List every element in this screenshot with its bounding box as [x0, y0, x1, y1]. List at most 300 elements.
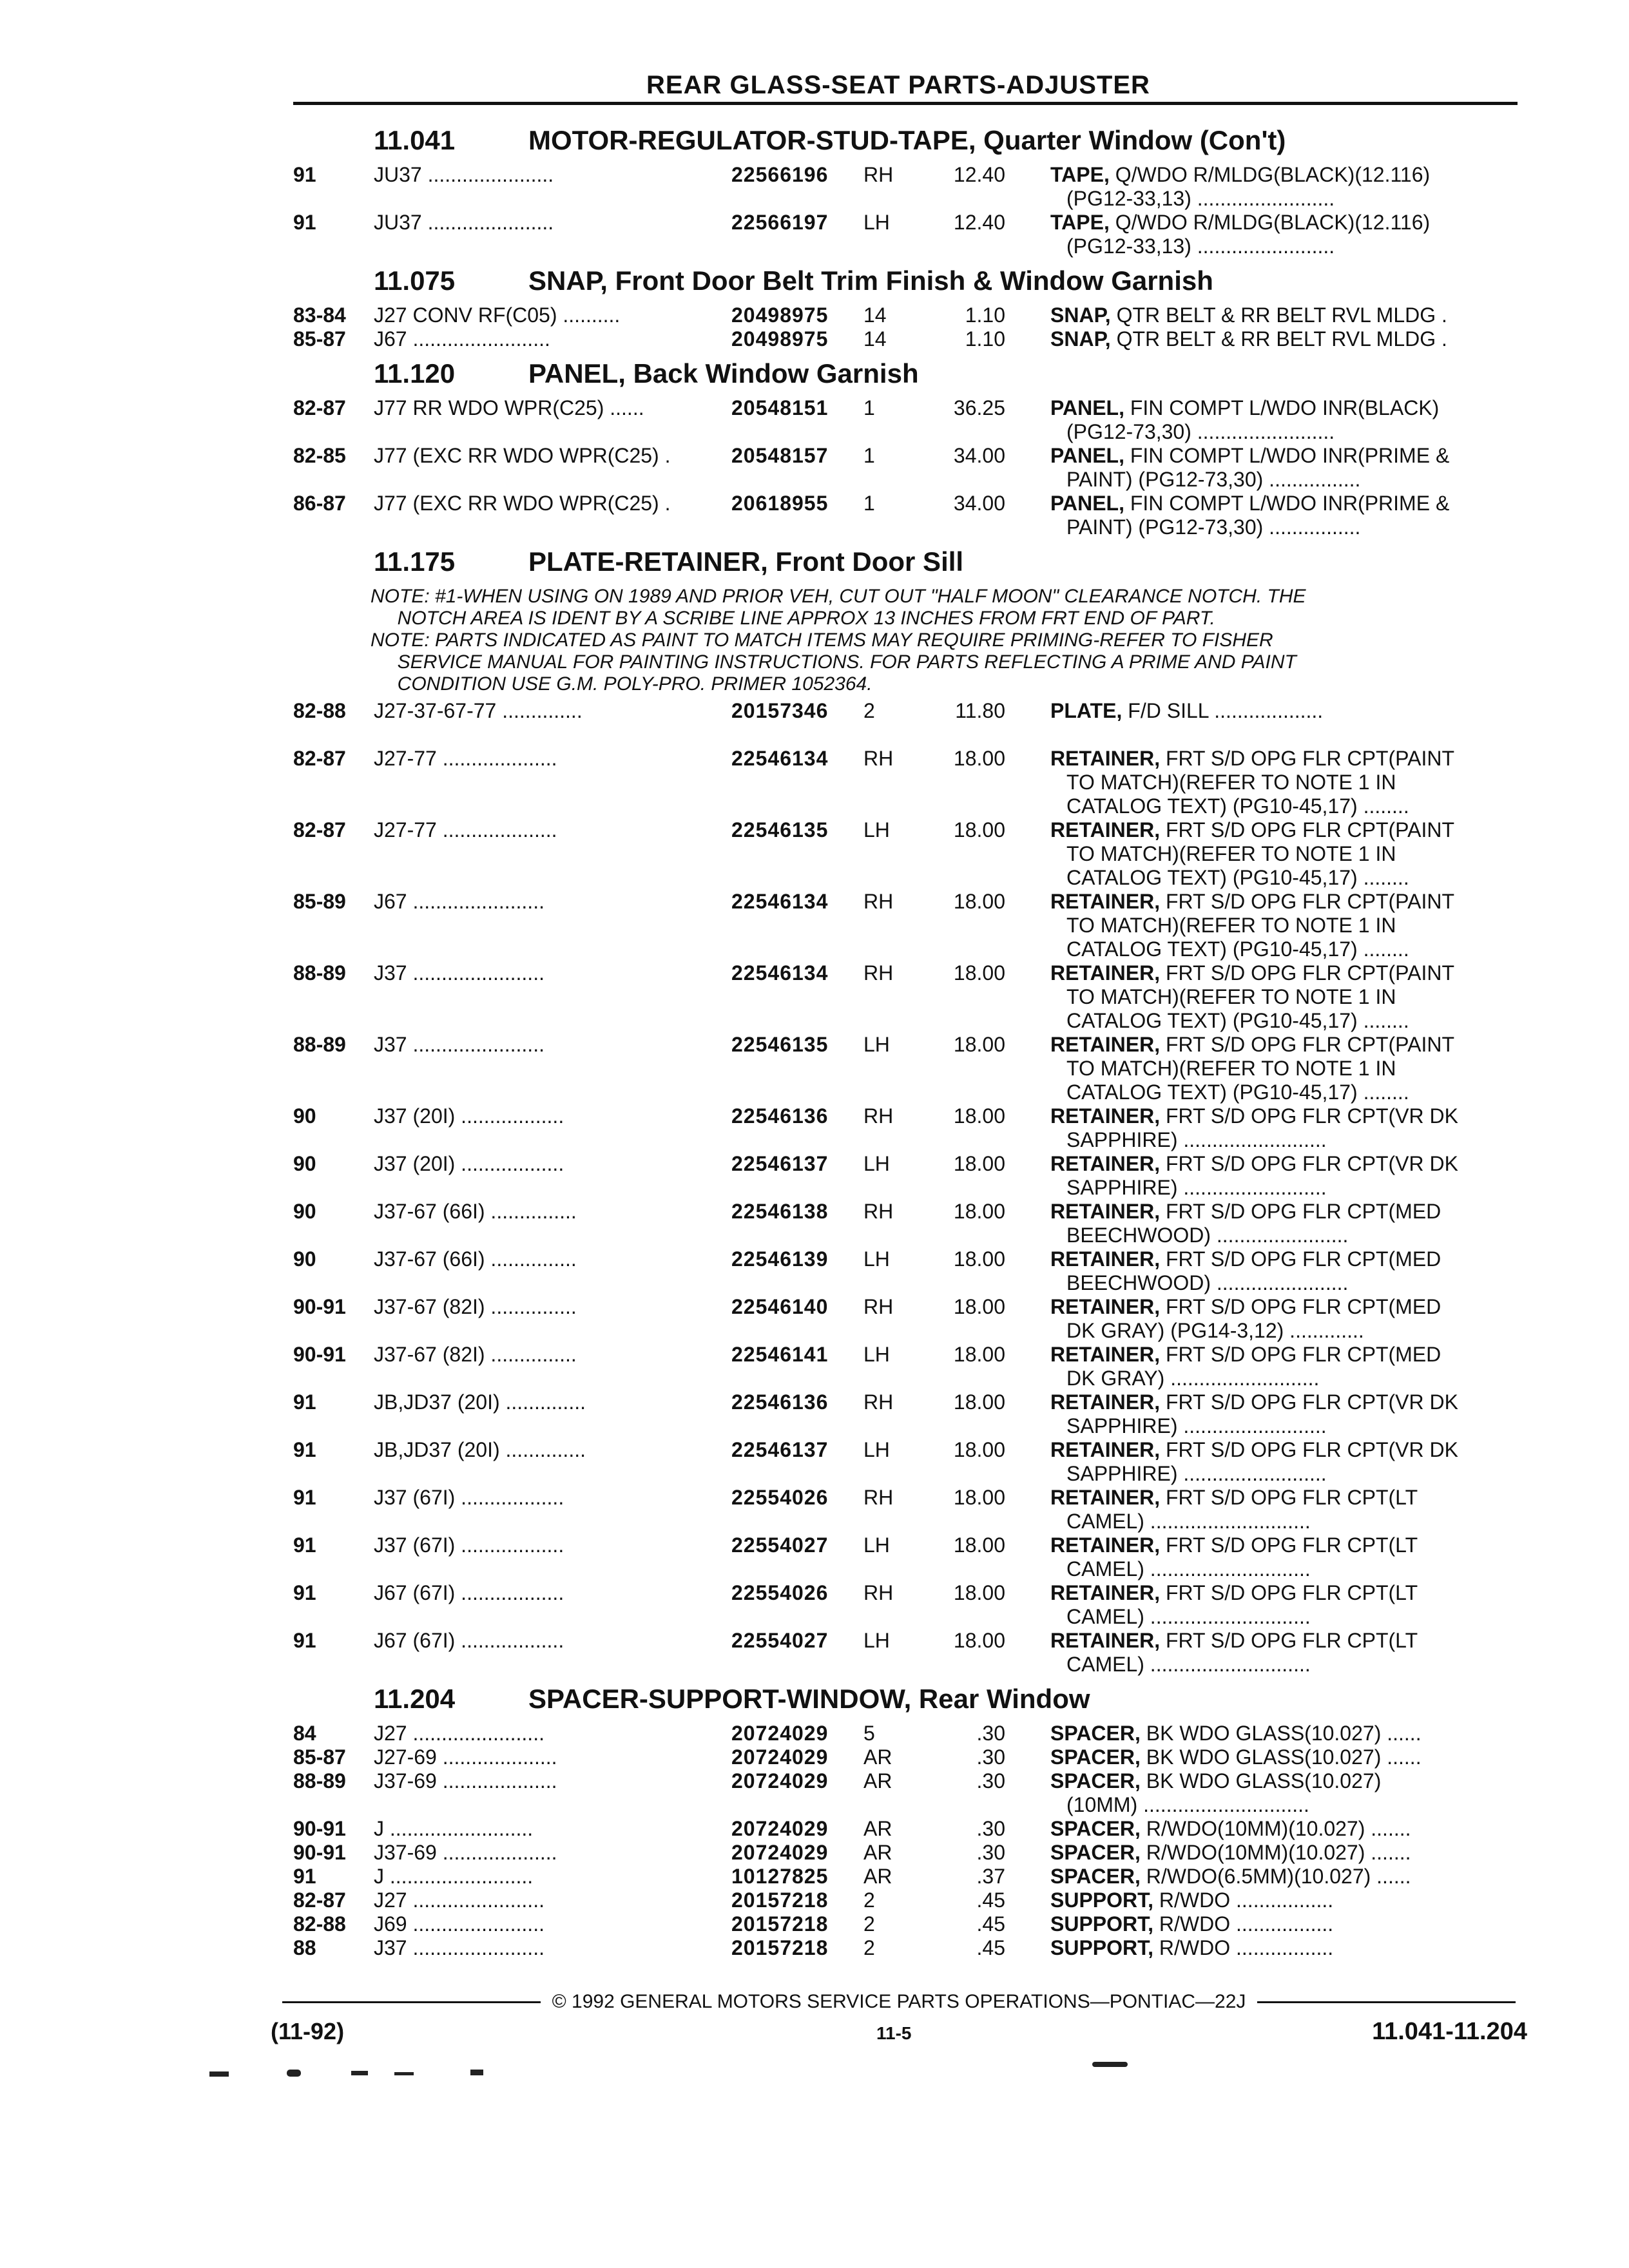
price: .30 — [976, 1817, 1005, 1840]
part-number: 20157218 — [731, 1936, 829, 1959]
description-line — [1050, 1841, 1518, 1865]
price: 18.00 — [953, 1438, 1005, 1461]
description-line — [1050, 211, 1518, 235]
scan-artifact — [1092, 2062, 1128, 2067]
part-row — [293, 1533, 1518, 1581]
model-year: 88-89 — [293, 1033, 346, 1056]
part-row — [293, 747, 1518, 818]
quantity: LH — [863, 211, 890, 234]
part-row — [293, 1841, 1518, 1865]
model-code: J77 RR WDO WPR(C25) ...... — [374, 396, 644, 419]
quantity: 2 — [863, 1912, 875, 1936]
model-code: J37 (20I) .................. — [374, 1152, 564, 1175]
part-description — [1050, 1152, 1518, 1200]
description-text: FRT S/D OPG FLR CPT(VR DK — [1160, 1104, 1458, 1128]
description-text: FRT S/D OPG FLR CPT(PAINT — [1160, 747, 1455, 770]
description-continuation: BEECHWOOD) ....................... — [1066, 1271, 1349, 1294]
model-year: 91 — [293, 163, 316, 186]
description-continuation: TO MATCH)(REFER TO NOTE 1 IN — [1066, 914, 1396, 937]
description-continuation: SAPPHIRE) ......................... — [1066, 1462, 1327, 1485]
description-line — [1050, 1200, 1518, 1224]
part-description — [1050, 1841, 1518, 1865]
description-continuation: (PG12-33,13) ........................ — [1066, 235, 1335, 258]
model-code: J67 (67I) .................. — [374, 1629, 564, 1652]
description-continuation: CAMEL) ............................ — [1066, 1605, 1311, 1628]
part-number: 20724029 — [731, 1722, 829, 1745]
part-row — [293, 163, 1518, 211]
model-code: J67 (67I) .................. — [374, 1581, 564, 1604]
description-line — [1050, 890, 1518, 914]
model-year: 88 — [293, 1936, 316, 1959]
page-title: REAR GLASS-SEAT PARTS-ADJUSTER — [646, 71, 1150, 99]
price: .30 — [976, 1745, 1005, 1769]
page-footer — [271, 1991, 1527, 2049]
description-text: R/WDO(6.5MM)(10.027) ...... — [1140, 1865, 1411, 1888]
part-row — [293, 1745, 1518, 1769]
part-description — [1050, 163, 1518, 211]
quantity: 1 — [863, 444, 875, 467]
section-number: 11.041 — [374, 125, 456, 155]
part-row — [293, 818, 1518, 890]
description-text: R/WDO ................. — [1153, 1912, 1334, 1936]
part-description — [1050, 1438, 1518, 1486]
description-line — [1050, 699, 1518, 723]
description-text: R/WDO(10MM)(10.027) ....... — [1140, 1841, 1411, 1864]
part-number: 22546135 — [731, 1033, 829, 1056]
model-year: 84 — [293, 1722, 316, 1745]
model-year: 91 — [293, 1438, 316, 1461]
description-text: FIN COMPT L/WDO INR(PRIME & — [1124, 444, 1450, 467]
model-year: 82-87 — [293, 747, 346, 770]
price: 18.00 — [953, 1533, 1005, 1557]
part-name: PANEL, — [1050, 492, 1124, 515]
quantity: RH — [863, 1581, 894, 1604]
description-continuation: SAPPHIRE) ......................... — [1066, 1414, 1327, 1437]
part-description — [1050, 1247, 1518, 1295]
part-row — [293, 890, 1518, 961]
description-text: R/WDO(10MM)(10.027) ....... — [1140, 1817, 1411, 1840]
part-description — [1050, 1343, 1518, 1390]
footer-page-number: 11-5 — [876, 2023, 912, 2043]
price: 18.00 — [953, 961, 1005, 985]
part-row — [293, 1865, 1518, 1888]
model-year: 91 — [293, 1581, 316, 1604]
price: .30 — [976, 1841, 1005, 1864]
part-row — [293, 1888, 1518, 1912]
footer-revision-date: (11-92) — [271, 2018, 345, 2044]
model-code: JB,JD37 (20I) .............. — [374, 1438, 586, 1461]
price: .30 — [976, 1722, 1005, 1745]
price: 11.80 — [955, 699, 1005, 722]
part-row — [293, 1912, 1518, 1936]
scan-artifact — [351, 2071, 368, 2075]
price: .45 — [976, 1912, 1005, 1936]
part-number: 20724029 — [731, 1769, 829, 1792]
part-description — [1050, 961, 1518, 1033]
price: 18.00 — [953, 1486, 1005, 1509]
model-year: 90-91 — [293, 1817, 346, 1840]
price: 18.00 — [953, 1200, 1005, 1223]
part-name: SPACER, — [1050, 1722, 1141, 1745]
part-number: 22546141 — [731, 1343, 829, 1366]
description-continuation: PAINT) (PG12-73,30) ................ — [1066, 468, 1361, 491]
description-continuation: (10MM) ............................. — [1066, 1793, 1309, 1816]
model-code: J67 ....................... — [374, 890, 545, 913]
part-description — [1050, 444, 1518, 492]
catalog-section — [293, 351, 1518, 539]
model-code: J37 ....................... — [374, 1936, 545, 1959]
quantity: RH — [863, 1486, 894, 1509]
quantity: 2 — [863, 699, 875, 722]
model-code: J37-67 (82I) ............... — [374, 1343, 577, 1366]
price: 18.00 — [953, 1152, 1005, 1175]
part-number: 22566197 — [731, 211, 829, 234]
part-name: SPACER, — [1050, 1769, 1141, 1792]
model-year: 82-87 — [293, 1888, 346, 1912]
description-continuation: (PG12-33,13) ........................ — [1066, 187, 1335, 210]
quantity: LH — [863, 1533, 890, 1557]
section-number: 11.120 — [374, 358, 456, 389]
model-year: 90 — [293, 1247, 316, 1271]
part-row — [293, 1343, 1518, 1390]
footer-copyright: © 1992 GENERAL MOTORS SERVICE PARTS OPERATIONS—PONTIAC—22J — [552, 1991, 1246, 2012]
note-line: SERVICE MANUAL FOR PAINTING INSTRUCTIONS. FOR PARTS REFLECTING A PRIME AND PAINT — [371, 651, 1296, 673]
description-line — [1050, 1745, 1518, 1769]
part-name: RETAINER, — [1050, 1033, 1161, 1056]
description-line — [1050, 747, 1518, 771]
part-name: RETAINER, — [1050, 1486, 1161, 1509]
quantity: LH — [863, 1629, 890, 1652]
part-name: PLATE, — [1050, 699, 1123, 722]
part-number: 20498975 — [731, 303, 829, 327]
part-name: SPACER, — [1050, 1841, 1141, 1864]
part-name: SPACER, — [1050, 1817, 1141, 1840]
description-line — [1050, 1343, 1518, 1367]
part-name: SUPPORT, — [1050, 1936, 1154, 1959]
description-text: Q/WDO R/MLDG(BLACK)(12.116) — [1109, 163, 1431, 186]
quantity: LH — [863, 1438, 890, 1461]
part-description — [1050, 303, 1518, 327]
part-number: 22554026 — [731, 1581, 829, 1604]
description-line — [1050, 1865, 1518, 1888]
quantity: LH — [863, 1033, 890, 1056]
part-row — [293, 211, 1518, 258]
model-year: 91 — [293, 1865, 316, 1888]
price: 36.25 — [953, 396, 1005, 419]
description-line — [1050, 1033, 1518, 1057]
part-name: RETAINER, — [1050, 747, 1161, 770]
part-number: 22546135 — [731, 818, 829, 841]
part-description — [1050, 1033, 1518, 1104]
quantity: AR — [863, 1745, 892, 1769]
price: 12.40 — [953, 163, 1005, 186]
description-line — [1050, 1817, 1518, 1841]
model-year: 82-88 — [293, 1912, 346, 1936]
part-description — [1050, 327, 1518, 351]
part-number: 20548151 — [731, 396, 829, 419]
quantity: RH — [863, 1200, 894, 1223]
footer-rule-left — [282, 2001, 541, 2003]
quantity: LH — [863, 1343, 890, 1366]
model-code: J27 ....................... — [374, 1722, 545, 1745]
quantity: AR — [863, 1769, 892, 1792]
part-name: PANEL, — [1050, 396, 1124, 419]
part-number: 20157218 — [731, 1912, 829, 1936]
price: .45 — [976, 1936, 1005, 1959]
description-line — [1050, 1533, 1518, 1557]
part-description — [1050, 492, 1518, 539]
part-name: RETAINER, — [1050, 890, 1161, 913]
part-row — [293, 1936, 1518, 1960]
model-year: 86-87 — [293, 492, 346, 515]
description-text: FRT S/D OPG FLR CPT(PAINT — [1160, 890, 1455, 913]
description-continuation: PAINT) (PG12-73,30) ................ — [1066, 515, 1361, 539]
description-line — [1050, 492, 1518, 515]
description-line — [1050, 1888, 1518, 1912]
section-notes — [293, 586, 1518, 695]
part-number: 22566196 — [731, 163, 829, 186]
description-continuation: CATALOG TEXT) (PG10-45,17) ........ — [1066, 1081, 1409, 1104]
model-code: J37 (67I) .................. — [374, 1486, 564, 1509]
quantity: AR — [863, 1841, 892, 1864]
model-year: 83-84 — [293, 303, 346, 327]
description-continuation: CATALOG TEXT) (PG10-45,17) ........ — [1066, 1009, 1409, 1032]
part-description — [1050, 747, 1518, 818]
part-row — [293, 699, 1518, 747]
description-line — [1050, 1486, 1518, 1510]
part-row — [293, 1104, 1518, 1152]
part-row — [293, 1817, 1518, 1841]
part-description — [1050, 1888, 1518, 1912]
model-code: J ......................... — [374, 1817, 534, 1840]
description-line — [1050, 1295, 1518, 1319]
description-line — [1050, 1769, 1518, 1793]
part-number: 22554026 — [731, 1486, 829, 1509]
part-number: 22546139 — [731, 1247, 829, 1271]
price: 18.00 — [953, 1581, 1005, 1604]
description-line — [1050, 396, 1518, 420]
quantity: LH — [863, 818, 890, 841]
part-number: 22546136 — [731, 1104, 829, 1128]
model-code: J67 ........................ — [374, 327, 550, 351]
part-description — [1050, 1745, 1518, 1769]
part-number: 22546134 — [731, 961, 829, 985]
part-number: 20724029 — [731, 1841, 829, 1864]
quantity: LH — [863, 1152, 890, 1175]
price: 1.10 — [965, 327, 1005, 351]
quantity: RH — [863, 747, 894, 770]
quantity: 2 — [863, 1936, 875, 1959]
price: 18.00 — [953, 1629, 1005, 1652]
part-row — [293, 1438, 1518, 1486]
description-continuation: TO MATCH)(REFER TO NOTE 1 IN — [1066, 771, 1396, 794]
model-year: 88-89 — [293, 961, 346, 985]
description-text: FRT S/D OPG FLR CPT(MED — [1160, 1247, 1441, 1271]
part-number: 10127825 — [731, 1865, 829, 1888]
description-line — [1050, 961, 1518, 985]
description-line — [1050, 818, 1518, 842]
catalog-section — [293, 539, 1518, 1677]
note-line: NOTCH AREA IS IDENT BY A SCRIBE LINE APPROX 13 INCHES FROM FRT END OF PART. — [371, 608, 1215, 629]
price: 1.10 — [965, 303, 1005, 327]
price: 18.00 — [953, 1390, 1005, 1414]
price: 18.00 — [953, 1247, 1005, 1271]
part-row — [293, 1722, 1518, 1745]
part-name: RETAINER, — [1050, 1200, 1161, 1223]
description-text: FRT S/D OPG FLR CPT(LT — [1160, 1581, 1418, 1604]
description-text: QTR BELT & RR BELT RVL MLDG . — [1110, 327, 1447, 351]
part-description — [1050, 1912, 1518, 1936]
description-continuation: TO MATCH)(REFER TO NOTE 1 IN — [1066, 1057, 1396, 1080]
model-code: J27 CONV RF(C05) .......... — [374, 303, 621, 327]
section-header — [293, 351, 1518, 396]
price: 12.40 — [953, 211, 1005, 234]
part-description — [1050, 1295, 1518, 1343]
part-number: 20157346 — [731, 699, 829, 722]
description-line — [1050, 327, 1518, 351]
part-description — [1050, 396, 1518, 444]
quantity: LH — [863, 1247, 890, 1271]
footer-section-range: 11.041-11.204 — [1372, 2018, 1527, 2045]
quantity: RH — [863, 961, 894, 985]
part-number: 22546140 — [731, 1295, 829, 1318]
part-description — [1050, 1390, 1518, 1438]
part-row — [293, 1581, 1518, 1629]
description-continuation: CAMEL) ............................ — [1066, 1510, 1311, 1533]
quantity: 2 — [863, 1888, 875, 1912]
description-continuation: DK GRAY) .......................... — [1066, 1367, 1320, 1390]
part-description — [1050, 818, 1518, 890]
description-continuation: (PG12-73,30) ........................ — [1066, 420, 1335, 443]
section-title: PANEL, Back Window Garnish — [528, 358, 919, 389]
description-line — [1050, 1722, 1518, 1745]
price: .37 — [976, 1865, 1005, 1888]
part-number: 22554027 — [731, 1629, 829, 1652]
part-row — [293, 1390, 1518, 1438]
part-row — [293, 303, 1518, 327]
section-number: 11.204 — [374, 1684, 456, 1714]
part-number: 22546137 — [731, 1152, 829, 1175]
part-description — [1050, 1581, 1518, 1629]
model-year: 91 — [293, 211, 316, 234]
description-continuation: CATALOG TEXT) (PG10-45,17) ........ — [1066, 866, 1409, 889]
model-year: 82-85 — [293, 444, 346, 467]
price: 18.00 — [953, 1295, 1005, 1318]
description-text: FRT S/D OPG FLR CPT(MED — [1160, 1343, 1441, 1366]
section-title: SNAP, Front Door Belt Trim Finish & Window Garnish — [528, 265, 1213, 296]
description-text: FRT S/D OPG FLR CPT(PAINT — [1160, 961, 1455, 985]
part-row — [293, 1629, 1518, 1677]
description-text: FRT S/D OPG FLR CPT(MED — [1160, 1295, 1441, 1318]
part-description — [1050, 1865, 1518, 1888]
description-continuation: DK GRAY) (PG14-3,12) ............. — [1066, 1319, 1364, 1342]
description-text: FRT S/D OPG FLR CPT(VR DK — [1160, 1152, 1458, 1175]
section-title: SPACER-SUPPORT-WINDOW, Rear Window — [528, 1684, 1090, 1714]
catalog-section — [293, 258, 1518, 351]
part-name: RETAINER, — [1050, 1104, 1161, 1128]
description-line — [1050, 1152, 1518, 1176]
part-row — [293, 444, 1518, 492]
model-code: J37-69 .................... — [374, 1841, 557, 1864]
model-code: J37-67 (66I) ............... — [374, 1200, 577, 1223]
model-year: 90 — [293, 1152, 316, 1175]
model-code: J77 (EXC RR WDO WPR(C25) . — [374, 444, 671, 467]
model-code: J37 (67I) .................. — [374, 1533, 564, 1557]
description-continuation: CATALOG TEXT) (PG10-45,17) ........ — [1066, 794, 1409, 818]
description-text: BK WDO GLASS(10.027) — [1140, 1769, 1382, 1792]
model-code: J69 ....................... — [374, 1912, 545, 1936]
model-code: J27-77 .................... — [374, 818, 557, 841]
model-year: 88-89 — [293, 1769, 346, 1792]
part-description — [1050, 1533, 1518, 1581]
model-year: 85-87 — [293, 1745, 346, 1769]
part-name: RETAINER, — [1050, 1438, 1161, 1461]
description-text: FRT S/D OPG FLR CPT(VR DK — [1160, 1438, 1458, 1461]
footer-copyright-line — [271, 1991, 1527, 2013]
scan-artifact — [287, 2070, 301, 2077]
model-year: 91 — [293, 1390, 316, 1414]
quantity: RH — [863, 1390, 894, 1414]
part-description — [1050, 1936, 1518, 1960]
model-code: J37 ....................... — [374, 961, 545, 985]
description-line — [1050, 444, 1518, 468]
part-number: 20157218 — [731, 1888, 829, 1912]
note-line: CONDITION USE G.M. POLY-PRO. PRIMER 1052364. — [371, 673, 872, 695]
description-line — [1050, 1247, 1518, 1271]
model-year: 91 — [293, 1629, 316, 1652]
part-name: TAPE, — [1050, 211, 1110, 234]
scan-artifact — [394, 2072, 414, 2075]
price: 18.00 — [953, 1343, 1005, 1366]
model-code: J37 (20I) .................. — [374, 1104, 564, 1128]
part-name: PANEL, — [1050, 444, 1124, 467]
description-text: FRT S/D OPG FLR CPT(LT — [1160, 1486, 1418, 1509]
description-line — [1050, 1912, 1518, 1936]
model-code: J37 ....................... — [374, 1033, 545, 1056]
quantity: 14 — [863, 303, 887, 327]
description-line — [1050, 1936, 1518, 1960]
part-name: SPACER, — [1050, 1865, 1141, 1888]
part-description — [1050, 1817, 1518, 1841]
note-line: NOTE: #1-WHEN USING ON 1989 AND PRIOR VEH, CUT OUT "HALF MOON" CLEARANCE NOTCH. THE — [371, 586, 1306, 607]
part-description — [1050, 211, 1518, 258]
quantity: RH — [863, 1104, 894, 1128]
scan-artifact — [209, 2071, 229, 2077]
model-code: J77 (EXC RR WDO WPR(C25) . — [374, 492, 671, 515]
model-year: 82-87 — [293, 818, 346, 841]
description-text: F/D SILL ................... — [1122, 699, 1324, 722]
description-line — [1050, 1438, 1518, 1462]
part-row — [293, 396, 1518, 444]
description-line — [1050, 1104, 1518, 1128]
model-year: 91 — [293, 1533, 316, 1557]
parts-catalog-content — [293, 118, 1518, 1960]
description-text: FRT S/D OPG FLR CPT(LT — [1160, 1533, 1418, 1557]
description-line — [1050, 1629, 1518, 1653]
description-text: FIN COMPT L/WDO INR(PRIME & — [1124, 492, 1450, 515]
section-header — [293, 258, 1518, 303]
description-continuation: BEECHWOOD) ....................... — [1066, 1224, 1349, 1247]
price: .45 — [976, 1888, 1005, 1912]
part-description — [1050, 890, 1518, 961]
description-line — [1050, 163, 1518, 187]
part-row — [293, 492, 1518, 539]
price: 18.00 — [953, 890, 1005, 913]
quantity: RH — [863, 890, 894, 913]
quantity: RH — [863, 163, 894, 186]
price: 18.00 — [953, 818, 1005, 841]
model-code: JU37 ...................... — [374, 163, 554, 186]
